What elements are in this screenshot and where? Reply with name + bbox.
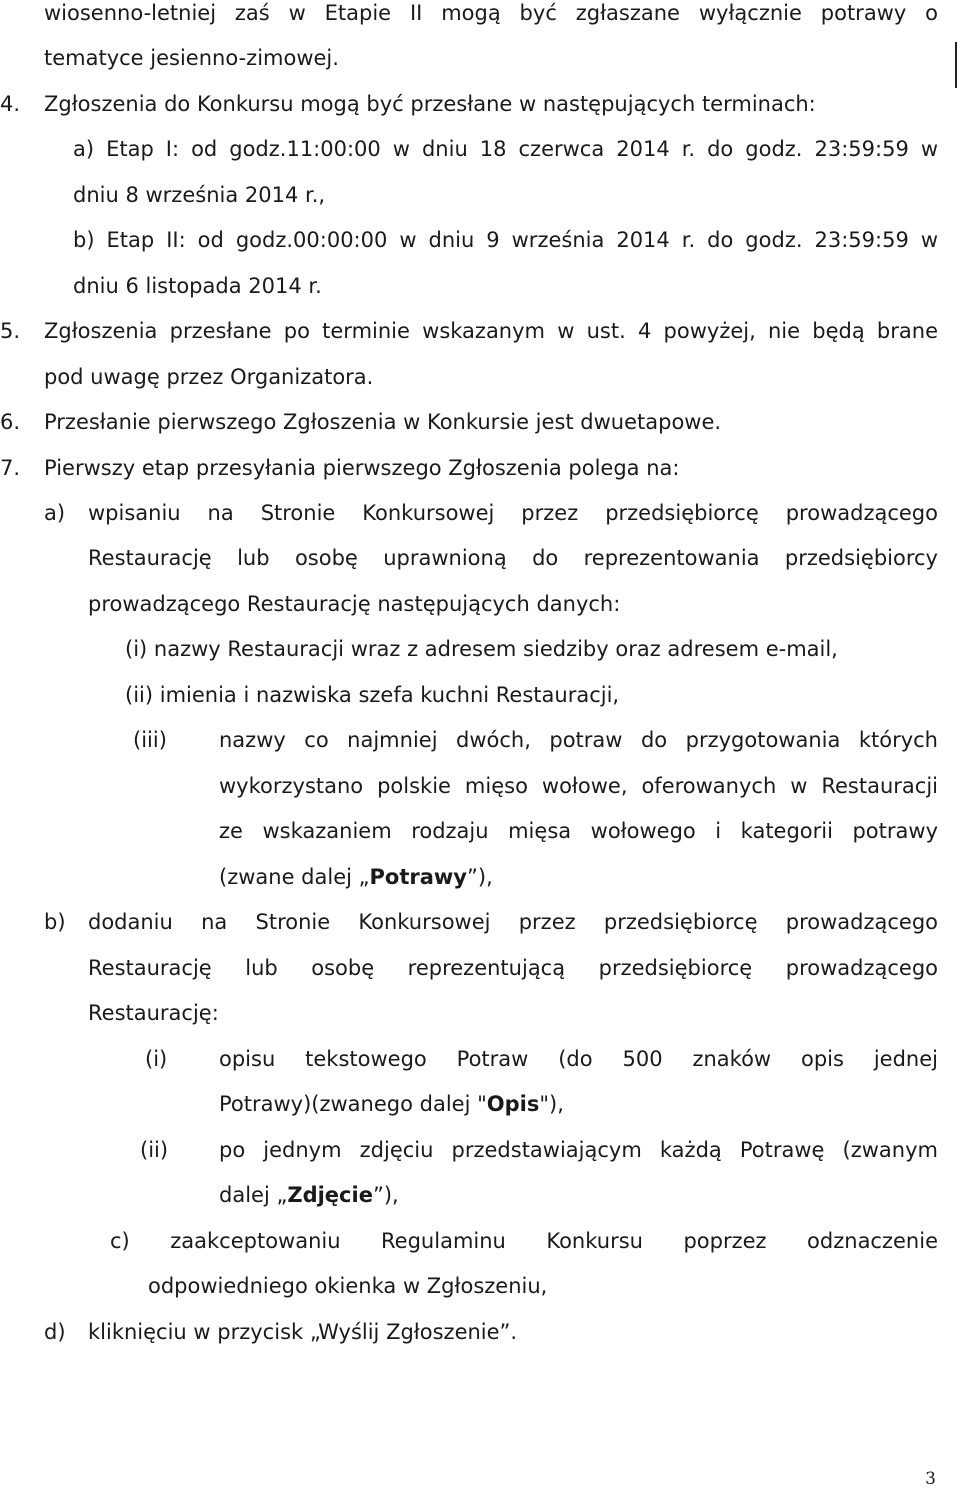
paragraph-line: tematyce jesienno-zimowej. <box>44 46 339 70</box>
paragraph-line: Restaurację lub osobę reprezentującą przedsiębiorcę prowadzącego <box>88 956 938 980</box>
paragraph-line: nazwy co najmniej dwóch, potraw do przygotowania których <box>219 728 938 752</box>
text-run: (zwane dalej „ <box>219 865 370 889</box>
list-number: 5. <box>0 319 21 343</box>
defined-term: Opis <box>486 1092 540 1116</box>
text-run: ”), <box>372 1183 399 1207</box>
paragraph-line: prowadzącego Restaurację następujących danych: <box>88 592 621 616</box>
paragraph-line: a) Etap I: od godz.11:00:00 w dniu 18 czerwca 2014 r. do godz. 23:59:59 w <box>73 137 938 161</box>
text-run: dalej „ <box>219 1183 288 1207</box>
paragraph-line: dniu 6 listopada 2014 r. <box>73 274 322 298</box>
paragraph-line: (ii) imienia i nazwiska szefa kuchni Restauracji, <box>125 683 620 707</box>
paragraph-line: Pierwszy etap przesyłania pierwszego Zgłoszenia polega na: <box>44 456 680 480</box>
defined-term: Zdjęcie <box>287 1183 373 1207</box>
paragraph-line: kliknięciu w przycisk „Wyślij Zgłoszenie”. <box>88 1320 518 1344</box>
paragraph-line: b) Etap II: od godz.00:00:00 w dniu 9 września 2014 r. do godz. 23:59:59 w <box>73 228 938 252</box>
list-letter: a) <box>44 501 66 525</box>
list-roman: (ii) <box>140 1138 169 1162</box>
paragraph-line: c) zaakceptowaniu Regulaminu Konkursu poprzez odznaczenie <box>110 1229 938 1253</box>
paragraph-line: dodaniu na Stronie Konkursowej przez przedsiębiorcę prowadzącego <box>88 910 938 934</box>
list-number: 7. <box>0 456 21 480</box>
list-number: 4. <box>0 92 21 116</box>
list-roman: (iii) <box>133 728 167 752</box>
list-letter: b) <box>44 910 66 934</box>
list-roman: (i) <box>145 1047 168 1071</box>
paragraph-line <box>219 1182 399 1208</box>
paragraph-line <box>219 864 493 890</box>
paragraph-line: po jednym zdjęciu przedstawiającym każdą Potrawę (zwanym <box>219 1138 938 1162</box>
text-run: "), <box>539 1092 564 1116</box>
paragraph-line: Zgłoszenia do Konkursu mogą być przesłane w następujących terminach: <box>44 92 816 116</box>
paragraph-line: Zgłoszenia przesłane po terminie wskazanym w ust. 4 powyżej, nie będą brane <box>44 319 938 343</box>
paragraph-line: Przesłanie pierwszego Zgłoszenia w Konkursie jest dwuetapowe. <box>44 410 722 434</box>
page-number: 3 <box>925 1469 936 1489</box>
defined-term: Potrawy <box>369 865 467 889</box>
paragraph-line: wykorzystano polskie mięso wołowe, oferowanych w Restauracji <box>219 774 938 798</box>
paragraph-line <box>219 1091 564 1117</box>
paragraph-line: wiosenno-letniej zaś w Etapie II mogą być zgłaszane wyłącznie potrawy o <box>44 1 938 25</box>
list-letter: d) <box>44 1320 66 1344</box>
list-number: 6. <box>0 410 21 434</box>
margin-bar <box>955 42 957 88</box>
text-run: Potrawy)(zwanego dalej " <box>219 1092 487 1116</box>
paragraph-line: wpisaniu na Stronie Konkursowej przez przedsiębiorcę prowadzącego <box>88 501 938 525</box>
paragraph-line: pod uwagę przez Organizatora. <box>44 365 374 389</box>
paragraph-line: Restaurację: <box>88 1001 219 1025</box>
paragraph-line: (i) nazwy Restauracji wraz z adresem siedziby oraz adresem e-mail, <box>125 637 838 661</box>
paragraph-line: ze wskazaniem rodzaju mięsa wołowego i kategorii potrawy <box>219 819 938 843</box>
text-run: ”), <box>467 865 493 889</box>
paragraph-line: opisu tekstowego Potraw (do 500 znaków opis jednej <box>219 1047 938 1071</box>
paragraph-line: odpowiedniego okienka w Zgłoszeniu, <box>148 1274 548 1298</box>
paragraph-line: dniu 8 września 2014 r., <box>73 183 326 207</box>
paragraph-line: Restaurację lub osobę uprawnioną do reprezentowania przedsiębiorcy <box>88 546 938 570</box>
